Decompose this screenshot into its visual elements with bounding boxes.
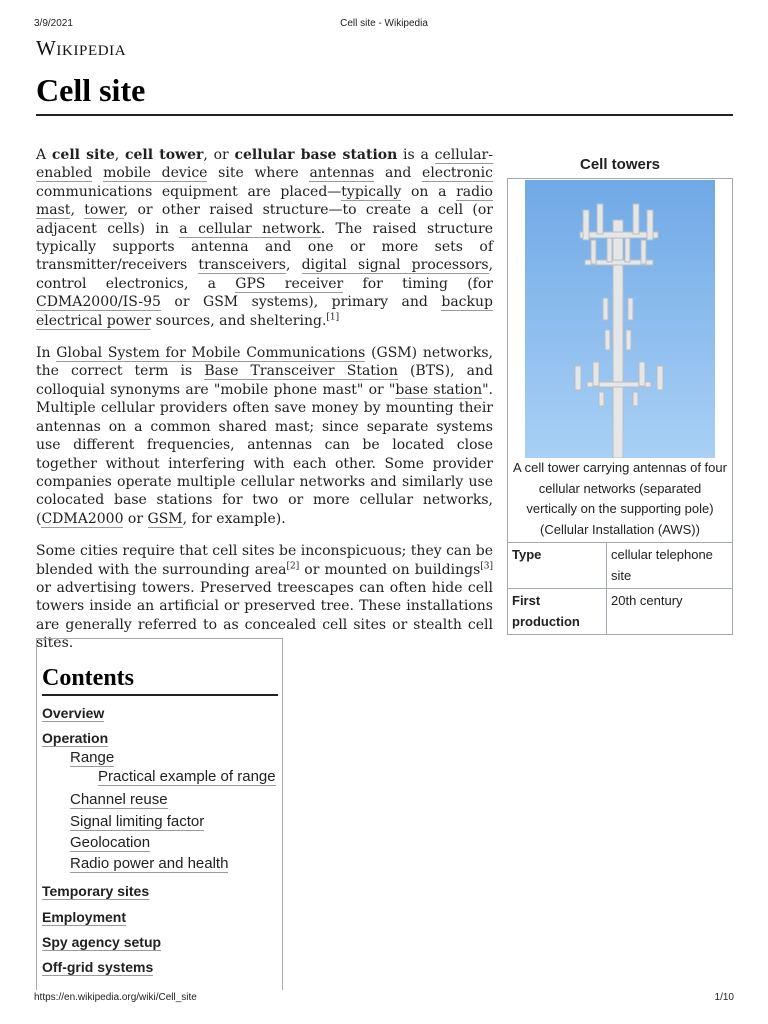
infobox-caption: A cell tower carrying antennas of four cellular networks (separated vertically on the supporting pole) (Cellular Installation (AWS)) xyxy=(513,460,727,537)
infobox-frame xyxy=(507,178,733,542)
text: or advertising towers. Preserved treescapes can often hide cell towers inside an artificial or preserved tree. These installations are generally referred to as concealed cell sites or stealth cell sites. xyxy=(36,579,493,652)
text: , xyxy=(285,257,302,274)
table-of-contents xyxy=(36,638,283,990)
print-url: https://en.wikipedia.org/wiki/Cell_site xyxy=(34,992,197,1003)
link-cdma2000-is95[interactable]: CDMA2000/IS-95 xyxy=(36,294,161,311)
text: communications equipment are placed— xyxy=(36,183,342,200)
toc-item-practical-example[interactable]: Practical example of range xyxy=(98,768,276,785)
infobox-label: First production xyxy=(508,589,607,635)
toc-item-radio-power[interactable]: Radio power and health xyxy=(70,855,229,872)
infobox-value: 20th century xyxy=(607,589,733,635)
paragraph-gsm xyxy=(36,344,493,528)
link-electronic[interactable]: electronic xyxy=(422,165,494,182)
toc-item-range[interactable]: Range xyxy=(70,749,115,766)
text: (BTS), and colloquial synonyms are "mobile phone mast" or " xyxy=(36,363,493,398)
title-divider xyxy=(36,114,733,116)
text: , or xyxy=(203,147,235,163)
text: , xyxy=(70,202,85,219)
bold-term-cell-tower: cell tower xyxy=(124,147,204,163)
wordmark-text: Wikipedia xyxy=(36,36,127,60)
link-base-station[interactable]: base station xyxy=(395,381,483,398)
link-cellular-network[interactable]: a cellular network xyxy=(179,220,321,237)
toc-item-channel-reuse[interactable]: Channel reuse xyxy=(70,791,168,808)
link-bts[interactable]: Base Transceiver Station xyxy=(204,363,398,380)
link-gps-receiver[interactable]: GPS receiver xyxy=(235,275,344,292)
toc-item-signal-limiting[interactable]: Signal limiting factor xyxy=(70,813,205,830)
text: , or other raised structure—to create a cell (or adjacent cells) in xyxy=(36,202,493,237)
text: In xyxy=(36,345,57,362)
link-transceivers[interactable]: transceivers xyxy=(198,257,286,274)
link-gsm-full[interactable]: Global System for Mobile Communications xyxy=(56,345,366,362)
text: , control electronics, a xyxy=(36,257,494,292)
page-number: 1/10 xyxy=(714,992,734,1003)
link-gsm[interactable]: GSM xyxy=(147,510,183,527)
infobox-label: Type xyxy=(508,543,607,589)
print-page-title: Cell site - Wikipedia xyxy=(340,18,428,29)
text: , for example). xyxy=(182,510,286,527)
toc-item-overview[interactable]: Overview xyxy=(42,705,105,721)
cell-tower-image[interactable] xyxy=(525,180,715,458)
toc-item-spy-agency[interactable]: Spy agency setup xyxy=(42,934,162,950)
text: (GSM) networks, the correct term is xyxy=(36,345,493,380)
toc-item-geolocation[interactable]: Geolocation xyxy=(70,834,151,851)
link-radio-mast[interactable]: radio mast xyxy=(36,183,493,219)
link-cdma2000[interactable]: CDMA2000 xyxy=(41,510,124,527)
link-typically[interactable]: typically xyxy=(341,183,402,200)
reference-3[interactable]: [3] xyxy=(480,560,493,571)
text: or GSM systems), primary and xyxy=(160,294,442,311)
wikipedia-wordmark[interactable] xyxy=(36,36,126,61)
bold-term-base-station: cellular base station xyxy=(234,147,398,163)
article-body xyxy=(36,146,493,667)
toc-item-off-grid[interactable]: Off-grid systems xyxy=(42,959,154,975)
link-antennas[interactable]: antennas xyxy=(309,165,375,182)
link-backup-power[interactable]: backup electrical power xyxy=(36,294,493,329)
text: A xyxy=(36,147,52,163)
page-title: Cell site xyxy=(36,72,146,108)
link-tower[interactable]: tower xyxy=(84,202,124,219)
infobox-row-first-production xyxy=(508,589,733,635)
print-footer xyxy=(0,992,768,1006)
text: . The raised structure typically supports antenna and one or more sets of transmitter/receivers xyxy=(36,220,493,274)
print-date: 3/9/2021 xyxy=(34,18,73,29)
text: , xyxy=(114,147,125,163)
text xyxy=(92,165,103,181)
infobox-title: Cell towers xyxy=(579,156,661,173)
text: or mounted on buildings xyxy=(299,561,481,578)
toc-item-operation[interactable]: Operation xyxy=(42,730,109,746)
text: and xyxy=(374,165,423,182)
link-cellular[interactable]: cellular-enabled xyxy=(36,147,493,182)
toc-item-temporary-sites[interactable]: Temporary sites xyxy=(42,883,150,899)
infobox-row-type xyxy=(508,543,733,589)
text: or xyxy=(123,510,148,527)
reference-2[interactable]: [2] xyxy=(286,560,300,571)
toc-item-employment[interactable]: Employment xyxy=(42,909,127,925)
bold-term-cell-site: cell site xyxy=(51,147,115,163)
infobox-value: cellular telephone site xyxy=(607,543,733,589)
text: ". Multiple cellular providers often save money by mounting their antennas on a common shared mast; since separate systems use different frequencies, antennas can be located close together without interfering with each other. Some provider companies operate multiple cellular networks and similarly use colocated base stations for two or more cellular networks, ( xyxy=(36,381,493,527)
text: on a xyxy=(401,183,457,200)
link-mobile-device[interactable]: mobile device xyxy=(103,165,208,182)
link-digital-signal-processors[interactable]: digital signal processors xyxy=(301,257,489,274)
text: Some cities require that cell sites be inconspicuous; they can be blended with the surrounding area xyxy=(36,543,493,578)
paragraph-intro xyxy=(36,146,493,330)
toc-heading: Contents xyxy=(42,665,278,696)
text: site where xyxy=(207,165,310,182)
reference-1[interactable]: [1] xyxy=(326,312,340,322)
infobox xyxy=(507,152,733,635)
text: sources, and sheltering. xyxy=(151,312,327,329)
text: for timing (for xyxy=(343,275,493,292)
print-header xyxy=(0,18,768,32)
infobox-table xyxy=(507,542,733,635)
text: is a xyxy=(397,147,435,163)
paragraph-stealth xyxy=(36,542,493,652)
